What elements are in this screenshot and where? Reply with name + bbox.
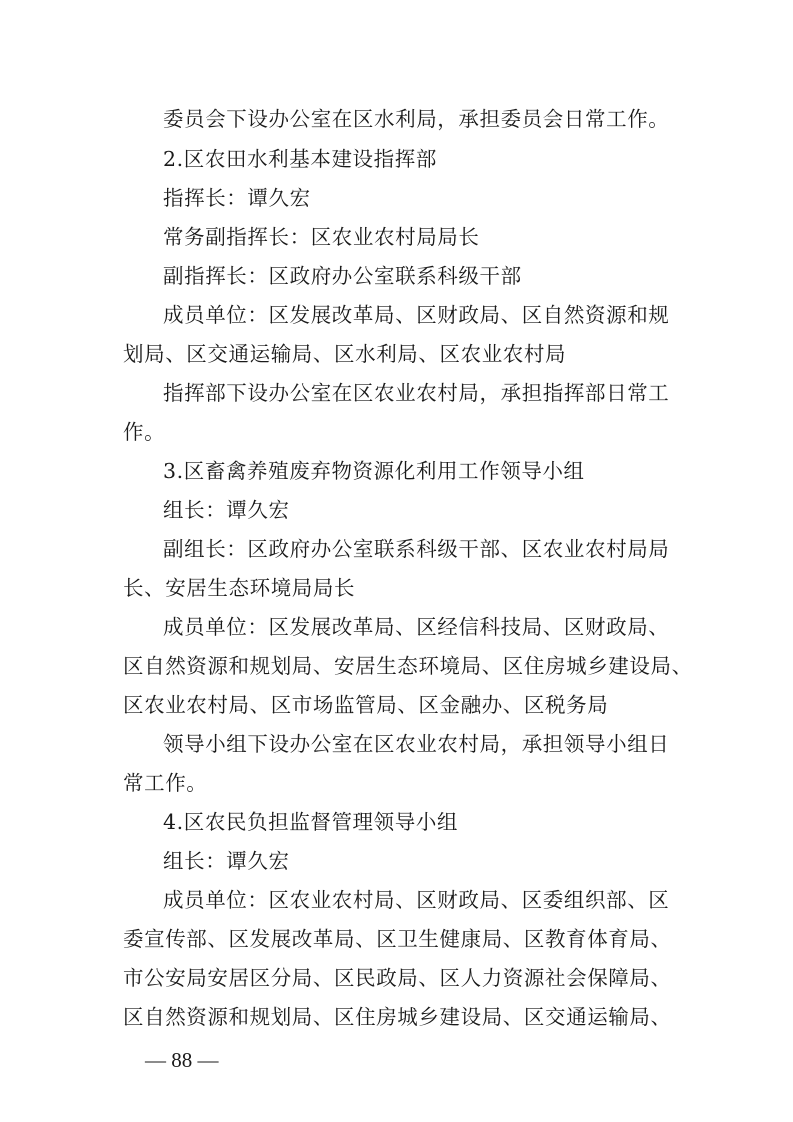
text-line: 副组长：区政府办公室联系科级干部、区农业农村局局 [163,537,670,561]
text-line: 指挥部下设办公室在区农业农村局，承担指挥部日常工 [163,381,670,405]
text-line: 作。 [123,420,166,444]
text-line: 领导小组下设办公室在区农业农村局，承担领导小组日 [163,732,670,756]
text-line: 委宣传部、区发展改革局、区卫生健康局、区教育体育局、 [123,927,672,951]
page-number: — 88 — [145,1048,219,1072]
text-line: 划局、区交通运输局、区水利局、区农业农村局 [123,342,567,366]
text-line: 长、安居生态环境局局长 [123,576,356,600]
text-line: 成员单位：区发展改革局、区财政局、区自然资源和规 [163,303,670,327]
section-heading: 3.区畜禽养殖废弃物资源化利用工作领导小组 [163,459,585,483]
text-line: 组长：谭久宏 [163,849,290,873]
section-heading: 4.区农民负担监督管理领导小组 [163,810,459,834]
text-line: 区自然资源和规划局、安居生态环境局、区住房城乡建设局、 [123,654,693,678]
text-line: 指挥长：谭久宏 [163,186,311,210]
text-line: 区农业农村局、区市场监管局、区金融办、区税务局 [123,693,609,717]
text-line: 常工作。 [123,771,208,795]
section-heading: 2.区农田水利基本建设指挥部 [163,147,437,171]
text-line: 常务副指挥长：区农业农村局局长 [163,225,480,249]
text-line: 市公安局安居区分局、区民政局、区人力资源社会保障局、 [123,966,672,990]
text-line: 委员会下设办公室在区水利局，承担委员会日常工作。 [163,107,670,131]
text-line: 副指挥长：区政府办公室联系科级干部 [163,264,522,288]
text-line: 成员单位：区发展改革局、区经信科技局、区财政局、 [163,615,670,639]
text-line: 组长：谭久宏 [163,498,290,522]
text-line: 区自然资源和规划局、区住房城乡建设局、区交通运输局、 [123,1005,672,1029]
text-line: 成员单位：区农业农村局、区财政局、区委组织部、区 [163,888,670,912]
